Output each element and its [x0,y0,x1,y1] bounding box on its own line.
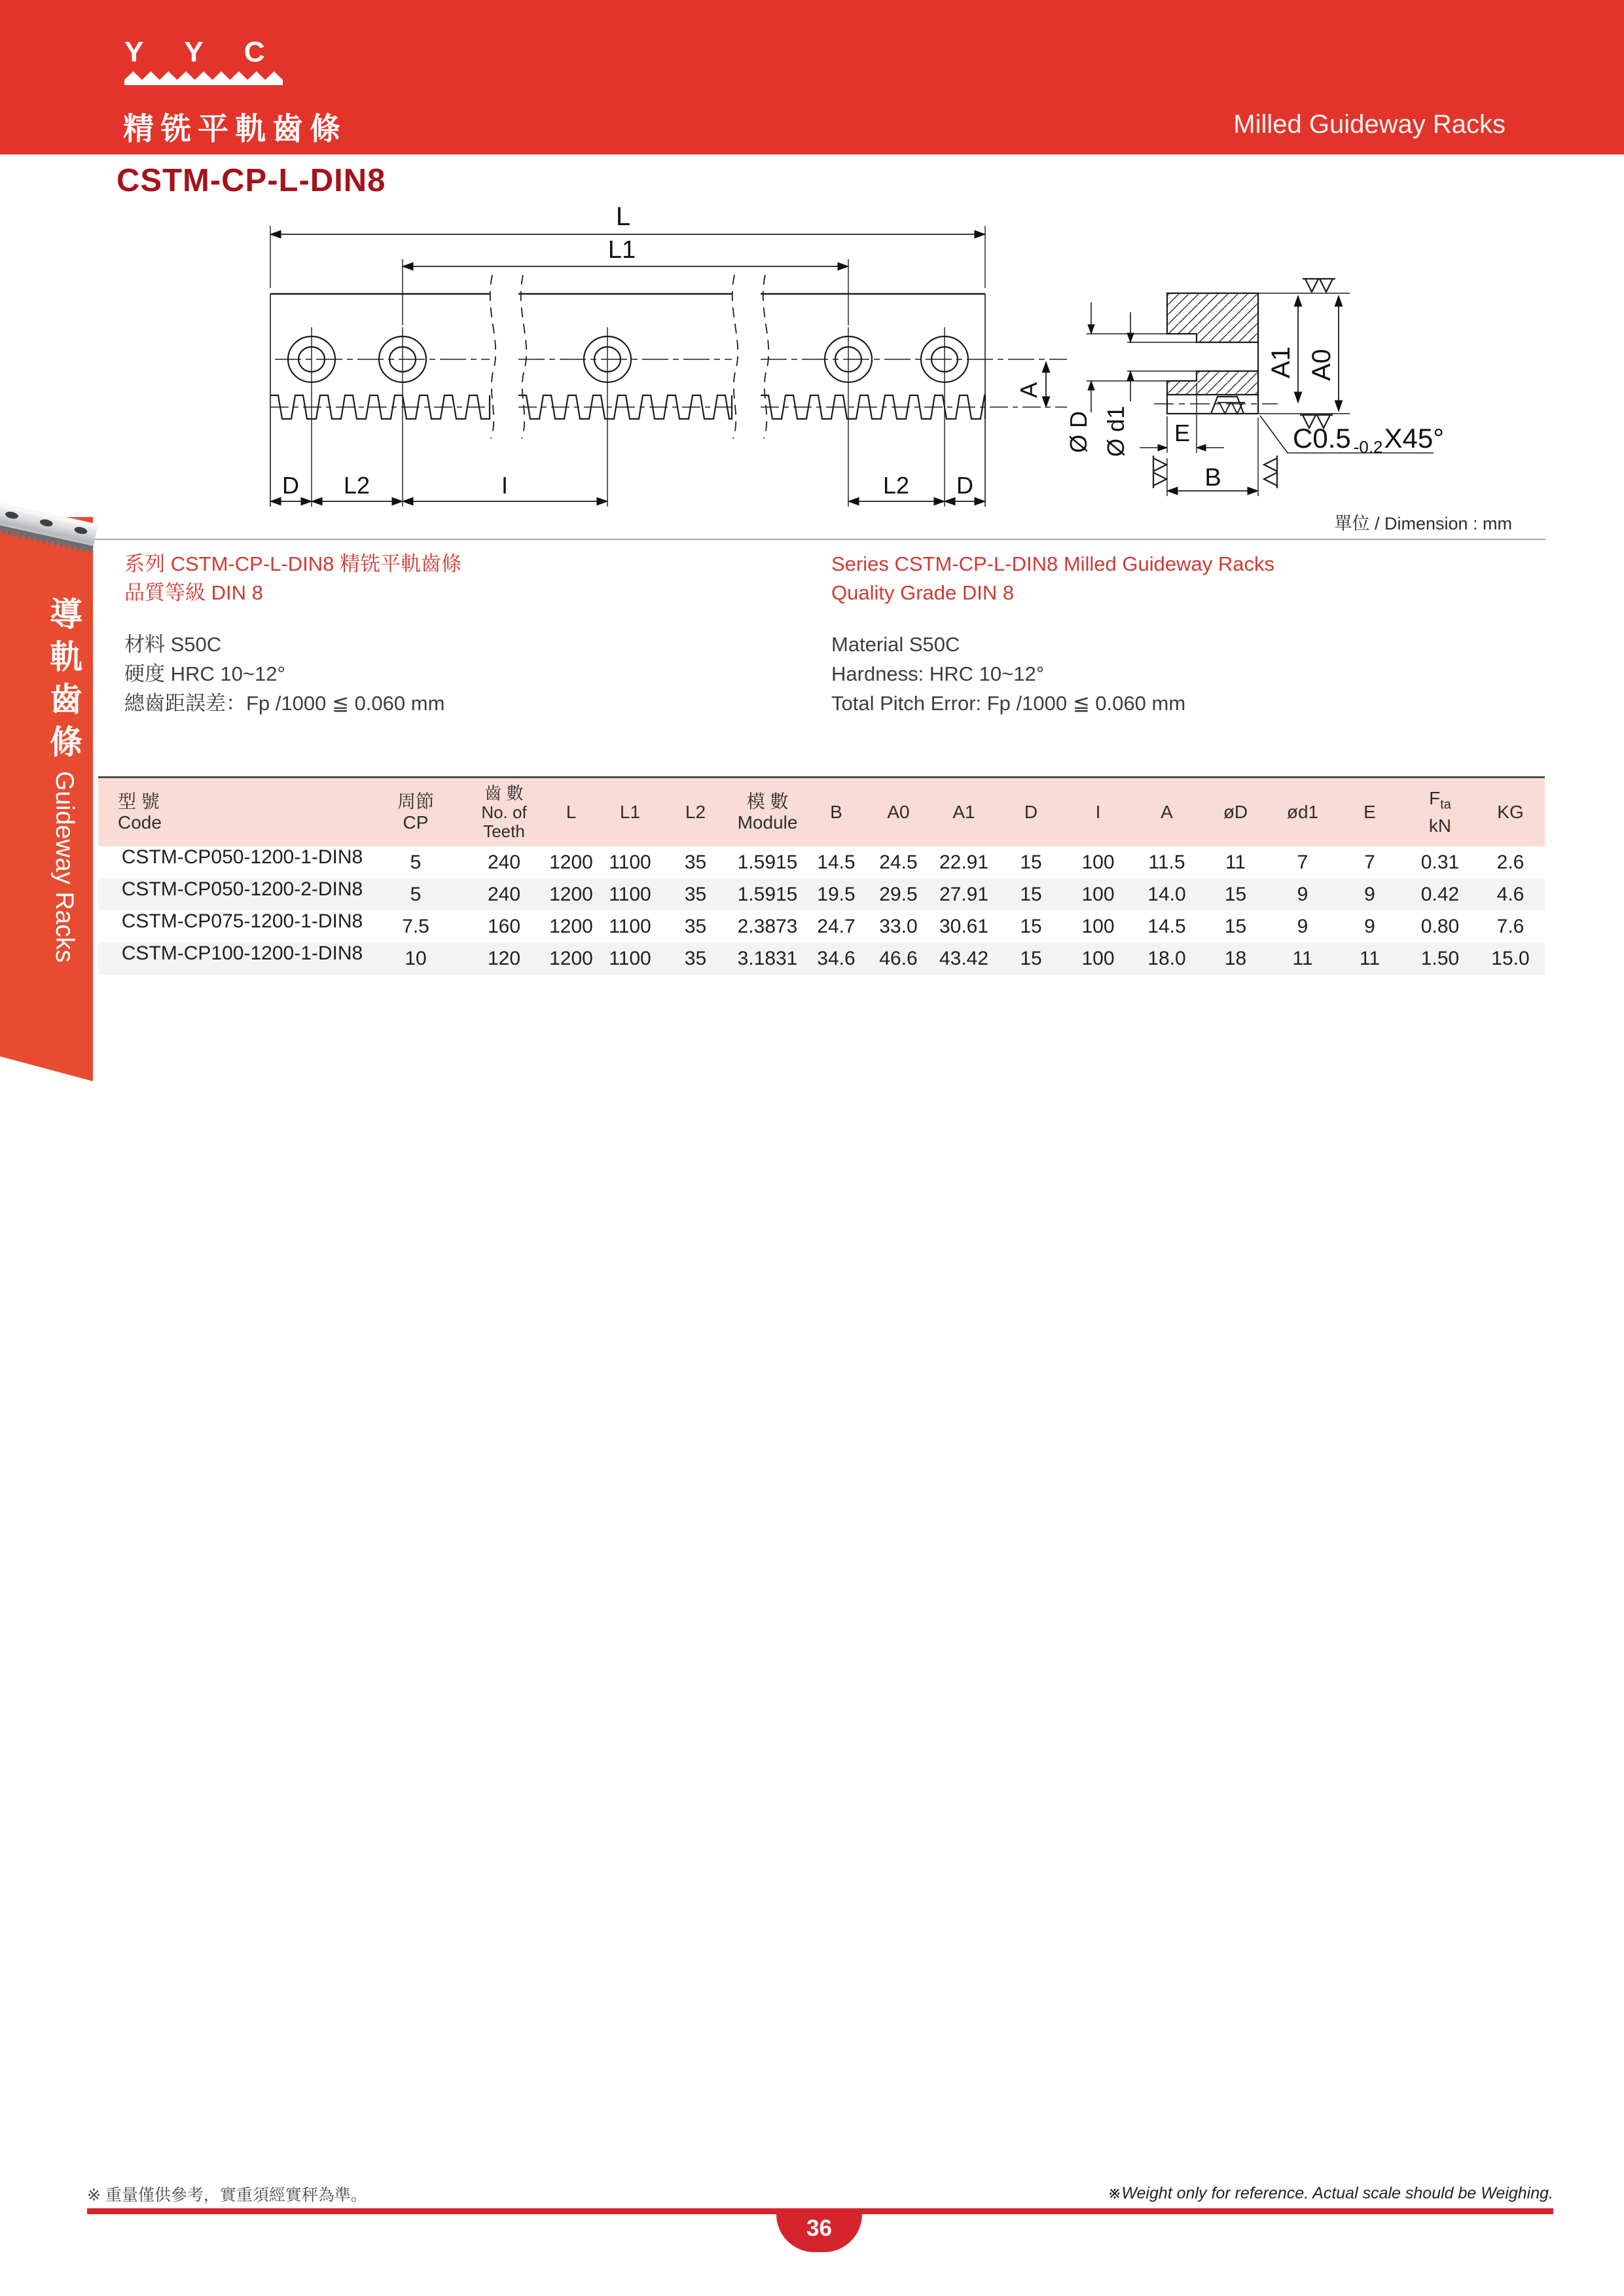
material-en: Material S50C [831,633,960,656]
pitch-error-zh: 總齒距誤差：Fp /1000 ≦ 0.060 mm [124,692,445,715]
sidebar-char-3: 齒 [50,681,82,718]
footer-note-zh: ※ 重量僅供參考，實重須經實秤為準。 [87,2186,367,2204]
page-number-badge [776,2214,862,2252]
table-row: CSTM-CP100-1200-1-DIN8 10 120 1200 1100 35 3.1831 34.6 46.6 43.42 15 100 18.0 18 11 11 1.50 15.0 [98,942,1545,975]
spec-table-header: 型 號 Code 周節 CP 齒 數 No. of Teeth L L1 L2 模 數 Module B A0 A1 D I A øD ød1 E $F_{ta}$ kN KG [98,778,1545,846]
dim-label-L1: L1 [607,236,636,264]
hardness-zh: 硬度 HRC 10~12° [124,662,285,685]
dim-label-I: I [501,472,509,499]
unit-note: 單位 / Dimension : mm [1334,514,1512,533]
yyc-logo-rack-icon [124,71,288,86]
yyc-logo-text: YYC [124,36,306,68]
rack-side-view [270,226,1067,507]
sidebar-char-4: 條 [50,724,82,761]
rack-product-photo [0,492,98,558]
mounting-holes [288,327,968,507]
table-row: CSTM-CP075-1200-1-DIN8 7.5 160 1200 1100 35 2.3873 24.7 33.0 30.61 15 100 14.5 15 9 9 0.80 7.6 [121,910,1525,937]
dim-label-D-right: D [956,472,973,499]
page-number: 36 [806,2215,832,2241]
dim-label-L: L [615,202,631,231]
page-title: CSTM-CP-L-DIN8 [117,163,386,198]
chamfer-note: C0.5 -0.2X45° [1293,423,1445,457]
header-title-zh: 精铣平軌齒條 [123,111,347,146]
grade-line-en: Quality Grade DIN 8 [831,581,1015,604]
technical-drawing [223,196,1561,527]
dim-label-diaD: Ø D [1065,410,1092,453]
rack-cross-section [1087,279,1434,496]
sidebar-char-1: 導 [50,596,82,633]
material-zh: 材料 S50C [124,633,222,656]
dim-label-A1: A1 [1267,346,1295,378]
dim-label-L2-left: L2 [343,472,370,499]
series-line-zh: 系列 CSTM-CP-L-DIN8 精铣平軌齒條 [124,552,461,575]
footer-rule [87,2208,1553,2214]
header-band [0,0,1624,154]
dim-label-D-left: D [282,472,299,499]
pitch-error-en: Total Pitch Error: Fp /1000 ≦ 0.060 mm [831,692,1186,715]
dim-label-E: E [1174,420,1191,446]
series-line-en: Series CSTM-CP-L-DIN8 Milled Guideway Racks [831,552,1274,575]
drawing-dimension-labels [282,202,1444,499]
spec-table [98,776,1545,975]
dim-label-A: A [1015,382,1042,398]
header-title-en: Milled Guideway Racks [1233,110,1506,139]
series-info-zh-red [124,550,461,607]
dim-label-diad1: Ø d1 [1102,405,1129,457]
hardness-en: Hardness: HRC 10~12° [831,662,1045,685]
sidebar-label-en: Guideway Racks [50,771,79,963]
series-info-zh-body [124,630,444,718]
sidebar-char-2: 軌 [50,639,82,675]
dim-label-B: B [1204,464,1221,492]
section-divider [95,539,1545,540]
series-info-en-red [831,550,1274,607]
dim-label-A0: A0 [1307,349,1336,381]
series-info-en-body [831,630,1185,718]
grade-line-zh: 品質等級 DIN 8 [124,581,263,604]
table-row: CSTM-CP050-1200-2-DIN8 5 240 1200 1100 35 1.5915 19.5 29.5 27.91 15 100 14.0 15 9 9 0.42 4.6 [98,878,1545,910]
footer-note-en: ※Weight only for reference. Actual scale should be Weighing. [1108,2184,1553,2202]
dim-label-L2-right: L2 [882,472,910,499]
table-row: CSTM-CP050-1200-1-DIN8 5 240 1200 1100 35 1.5915 14.5 24.5 22.91 15 100 11.5 11 7 7 0.31 2.6 [121,846,1525,873]
